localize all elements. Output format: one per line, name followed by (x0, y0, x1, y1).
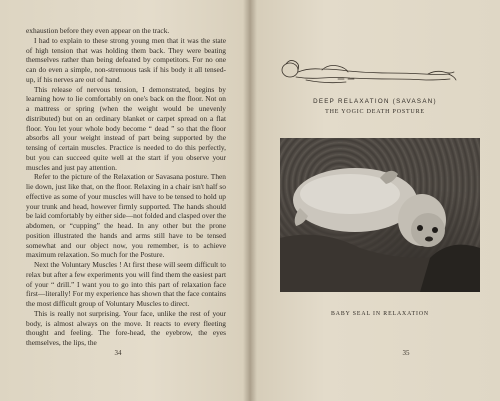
paragraph: exhaustion before they even appear on the track. (26, 26, 170, 35)
photo-caption: BABY SEAL IN RELAXATION (330, 311, 430, 317)
figure-subheading: THE YOGIC DEATH POSTURE (325, 109, 425, 115)
page-number: 35 (402, 349, 410, 357)
body-text (26, 26, 226, 348)
right-page (250, 0, 500, 401)
paragraph: This is really not surprising. Your face, unlike the rest of your body, is almost always on the move. It reacts to every fleeting thought and feeling. The fore-head, the eyebrow, the eyes themselves, the lips, the (26, 308, 226, 347)
paragraph: Refer to the picture of the Relaxation or Savasana posture. Then lie down, just like that, on the floor. Relaxing in a chair isn't half so effective as some of your muscles will have to be tensed to hold up your trunk and head, however firmly supported. The hands should be laid comfortably by either side—not folded and clasped over the abdomen, or “cupping” the head. In any other but the prone position illustrated the hands and arms still have to be tensed somewhat and our object now, you remember, is to achieve maximum relaxation. So much for the Posture. (26, 172, 226, 260)
seal-photograph (280, 138, 480, 292)
book-gutter (243, 0, 257, 401)
reclining-figure-illustration (278, 52, 478, 104)
figure-heading: DEEP RELAXATION (SAVASAN) (313, 98, 437, 105)
seal-image (280, 138, 480, 292)
page-number: 34 (114, 349, 122, 357)
paragraph: This release of nervous tension, I demonstrated, begins by learning how to lie comfortably on one's back on the floor. Not on a mattress or spring (when the weight would be unevenly distributed) but on an ordinary blanket or carpet spread on a flat floor. You let your whole body become “ dead ” so that the floor absorbs all your weight instead of part being supported by the tensing of certain muscles. Practice is needed to do this perfectly, but you can succeed quite well at the start if you observe your muscles and just pay attention. (26, 84, 226, 172)
paragraph: Next the Voluntary Muscles ! At first these will seem difficult to relax but after a few experiments you will find them the easiest part of your “ drill.” I want you to go into this part of relaxation face first—literally! For my experience has shown that the face contains the most difficult group of Voluntary Muscles to direct. (26, 260, 226, 308)
paragraph: I had to explain to these strong young men that it was the state of high tension that was holding them back. They were beating themselves rather than being defeated by competitors. For no one can do even a simple, non-strenuous task if his body it all tensed-up, if his nerves are out of hand. (26, 35, 226, 84)
